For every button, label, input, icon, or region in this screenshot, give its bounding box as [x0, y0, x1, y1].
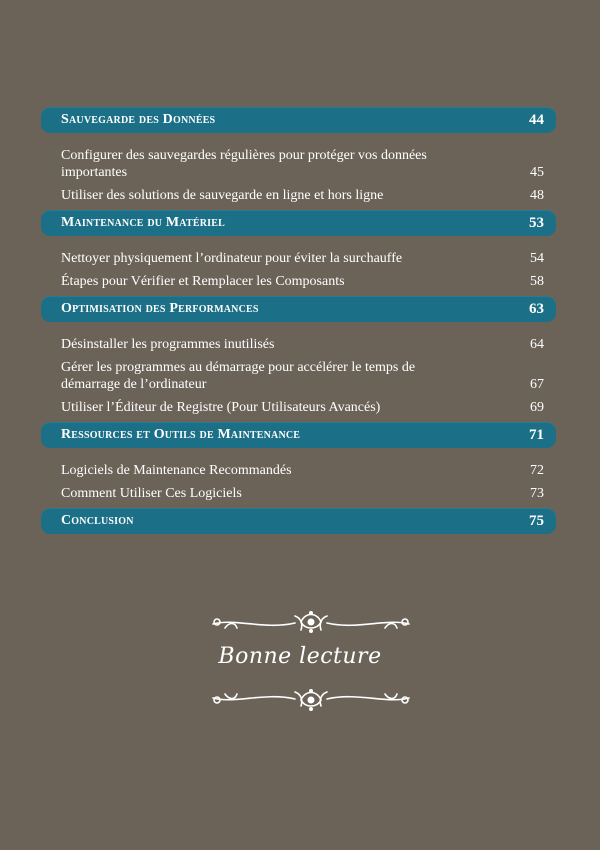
toc-section: [41, 296, 556, 416]
entry-page-number: 58: [530, 274, 544, 289]
toc-entry[interactable]: [61, 250, 556, 267]
entry-title: Étapes pour Vérifier et Remplacer les Composants: [61, 274, 345, 289]
toc-section: [41, 422, 556, 502]
toc-entry[interactable]: [61, 399, 556, 416]
entry-page-number: 72: [530, 463, 544, 478]
toc-entry[interactable]: [61, 336, 556, 353]
entry-page-number: 73: [530, 486, 544, 501]
entry-page-number: 64: [530, 337, 544, 352]
toc-entry[interactable]: [61, 462, 556, 479]
section-page-number: 53: [529, 214, 544, 231]
section-page-number: 63: [529, 300, 544, 317]
flourish-ornament-icon: [205, 686, 417, 714]
section-header-bar[interactable]: [41, 107, 556, 133]
closing-message: Bonne lecture: [218, 644, 382, 669]
entry-title: Logiciels de Maintenance Recommandés: [61, 463, 292, 478]
table-of-contents: [41, 107, 556, 534]
toc-section: [41, 107, 556, 204]
toc-entry[interactable]: [61, 147, 556, 181]
section-title: Optimisation des Performances: [61, 301, 259, 316]
section-header-bar[interactable]: [41, 210, 556, 236]
entry-page-number: 69: [530, 400, 544, 415]
entry-title: Utiliser l’Éditeur de Registre (Pour Utilisateurs Avancés): [61, 400, 381, 415]
entry-title: Désinstaller les programmes inutilisés: [61, 337, 275, 352]
entry-page-number: 67: [530, 377, 544, 392]
toc-entry[interactable]: [61, 485, 556, 502]
section-title: Maintenance du Matériel: [61, 215, 225, 230]
flourish-ornament-icon: [205, 608, 417, 636]
section-page-number: 44: [529, 111, 544, 128]
entry-page-number: 48: [530, 188, 544, 203]
section-title: Ressources et Outils de Maintenance: [61, 427, 301, 442]
toc-entry[interactable]: [61, 359, 556, 393]
section-header-bar[interactable]: [41, 422, 556, 448]
entry-title: Nettoyer physiquement l’ordinateur pour éviter la surchauffe: [61, 251, 403, 266]
toc-section: [41, 210, 556, 290]
toc-entry[interactable]: [61, 273, 556, 290]
section-header-bar[interactable]: [41, 296, 556, 322]
section-title: Conclusion: [61, 513, 134, 528]
entry-page-number: 45: [530, 165, 544, 180]
toc-entry[interactable]: [61, 187, 556, 204]
section-page-number: 75: [529, 512, 544, 529]
entry-title: Comment Utiliser Ces Logiciels: [61, 486, 242, 501]
section-title: Sauvegarde des Données: [61, 112, 216, 127]
toc-section: [41, 508, 556, 534]
section-page-number: 71: [529, 426, 544, 443]
entry-page-number: 54: [530, 251, 544, 266]
section-header-bar[interactable]: [41, 508, 556, 534]
entry-title: Configurer des sauvegardes régulières pour protéger vos données importantes: [61, 148, 427, 180]
entry-title: Utiliser des solutions de sauvegarde en ligne et hors ligne: [61, 188, 384, 203]
entry-title: Gérer les programmes au démarrage pour accélérer le temps de démarrage de l’ordinateur: [61, 360, 416, 392]
